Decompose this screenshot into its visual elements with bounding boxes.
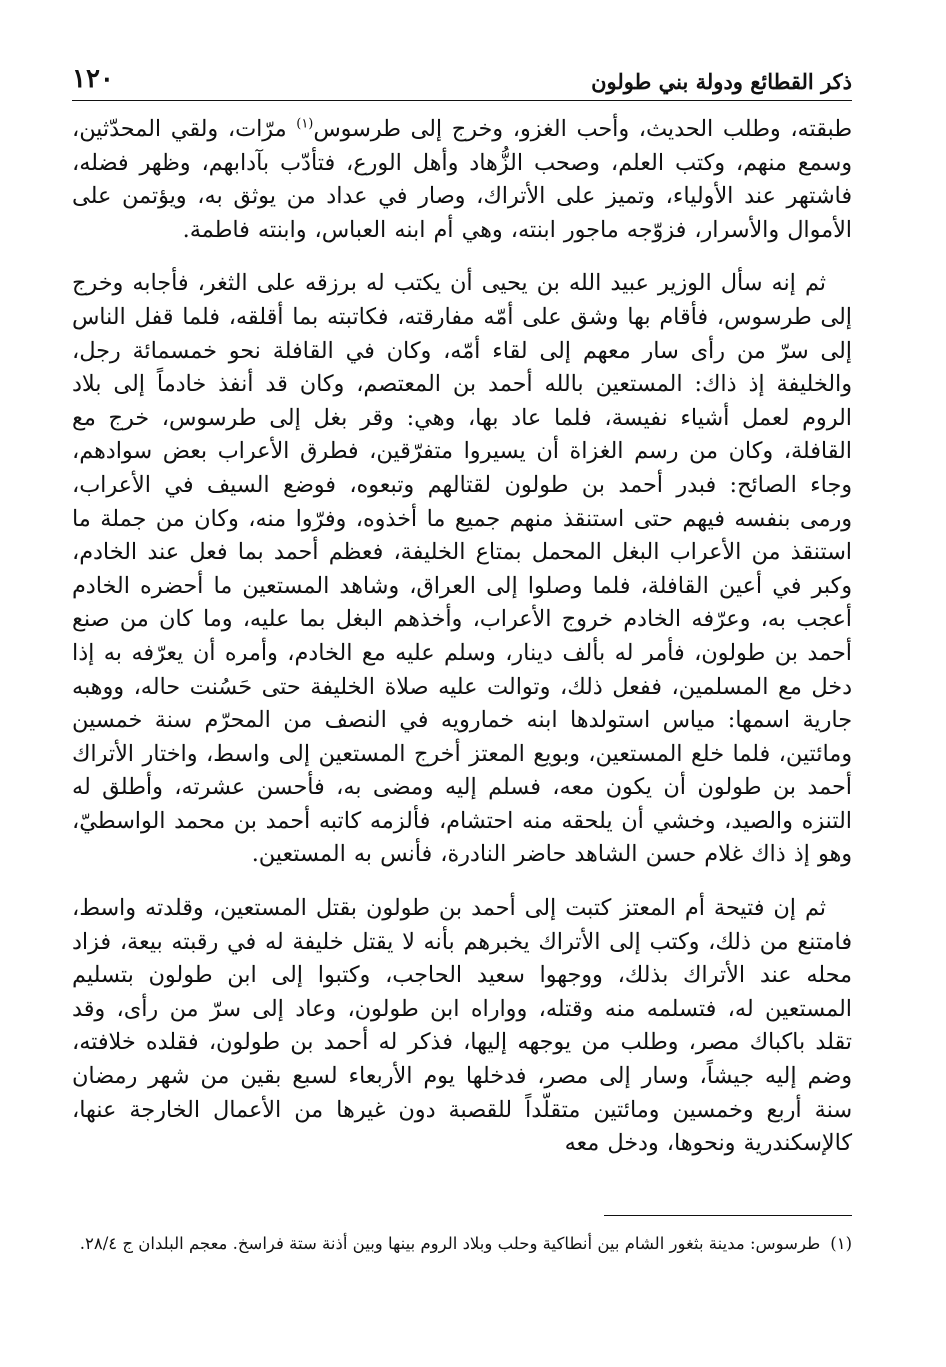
paragraph-1-text-start: طبقته، وطلب الحديث، وأحب الغزو، وخرج إلى طرسوس xyxy=(313,116,852,142)
footnote-text: طرسوس: مدينة بثغور الشام بين أنطاكية وحلب وبلاد الروم بينها وبين أذنة ستة فراسخ. معجم البلدان ج ٢٨/٤. xyxy=(79,1234,821,1253)
running-title: ذكر القطائع ودولة بني طولون xyxy=(591,69,852,94)
footnote-reference-1[interactable]: (١) xyxy=(296,116,314,132)
paragraph-1 xyxy=(72,113,852,247)
paragraph-1-text-end: مرّات، ولقي المحدّثين، وسمع منهم، وكتب العلم، وصحب الزُّهاد وأهل الورع، فتأدّب بآدابهم، وظهر فضله، فاشتهر عند الأولياء، وتميز على الأتراك، وصار في عداد من يوثق به، ويؤتمن على الأموال والأسرار، فزوّجه ماجور ابنته، وهي أم ابنه العباس، وابنته فاطمة. xyxy=(72,116,852,243)
paragraph-2: ثم إنه سأل الوزير عبيد الله بن يحيى أن يكتب له برزقه على الثغر، فأجابه وخرج إلى طرسوس، فأقام بها وشق على أمّه مفارقته، فكاتبته بما أقلقه، فلما قفل الناس إلى سرّ من رأى سار معهم إلى لقاء أمّه، وكان في القافلة نحو خمسمائة رجل، والخليفة إذ ذاك: المستعين بالله أحمد بن المعتصم، وكان قد أنفذ خادماً إلى بلاد الروم لعمل أشياء نفيسة، فلما عاد بها، وهي: وقر بغل إلى طرسوس، خرج مع القافلة، وكان من رسم الغزاة أن يسيروا متفرّقين، فطرق الأعراب بعض سوادهم، وجاء الصائح: فبدر أحمد بن طولون لقتالهم وتبعوه، فوضع السيف في الأعراب، ورمى بنفسه فيهم حتى استنقذ منهم جميع ما أخذوه، وفرّوا منه، وكان من جملة ما استنقذ من الأعراب البغل المحمل بمتاع الخليفة، فعظم أحمد بما فعل عند الخادم، وكبر في أعين القافلة، فلما وصلوا إلى العراق، وشاهد المستعين ما أحضره الخادم أعجب به، وعرّفه الخادم خروج الأعراب، وأخذهم البغل بما عليه، وما كان من صنع أحمد بن طولون، فأمر له بألف دينار، وسلم عليه مع الخادم، وأمره أن يعرّفه به إذا دخل مع المسلمين، ففعل ذلك، وتوالت عليه صلاة الخليفة حتى حَسُنت حاله، ووهبه جارية اسمها: مياس استولدها ابنه خمارويه في النصف من المحرّم سنة خمسين ومائتين، فلما خلع المستعين، وبويع المعتز أخرج المستعين إلى واسط، واختار الأتراك أحمد بن طولون أن يكون معه، فسلم إليه ومضى به، فأحسن عشرته، وأطلق له التنزه والصيد، وخشي أن يلحقه منه احتشام، فألزمه كاتبه أحمد بن محمد الواسطيّ، وهو إذ ذاك غلام حسن الشاهد حاضر النادرة، فأنس به المستعين. xyxy=(72,270,852,868)
footnote-1 xyxy=(72,1230,852,1258)
book-page xyxy=(72,48,852,1338)
page-number: ١٢٠ xyxy=(72,64,114,94)
page-header xyxy=(72,48,852,101)
footnote-separator xyxy=(604,1215,852,1216)
footnote-number: (١) xyxy=(830,1234,852,1253)
paragraph-3: ثم إن فتيحة أم المعتز كتبت إلى أحمد بن طولون بقتل المستعين، وقلدته واسط، فامتنع من ذلك، وكتب إلى الأتراك يخبرهم بأنه لا يقتل خليفة له في رقبته بيعة، فزاد محله عند الأتراك بذلك، ووجهوا سعيد الحاجب، وكتبوا إلى ابن طولون بتسليم المستعين له، فتسلمه منه وقتله، وواراه ابن طولون، وعاد إلى سرّ من رأى، وقد تقلد باكباك مصر، وطلب من يوجهه إليها، فذكر له أحمد بن طولون، فقلده خلافته، وضم إليه جيشاً، وسار إلى مصر، فدخلها يوم الأربعاء لسبع بقين من شهر رمضان سنة أربع وخمسين ومائتين متقلّداً للقصبة دون غيرها من الأعمال الخارجة عنها، كالإسكندرية ونحوها، ودخل معه xyxy=(72,895,852,1157)
body-text xyxy=(72,113,852,1161)
